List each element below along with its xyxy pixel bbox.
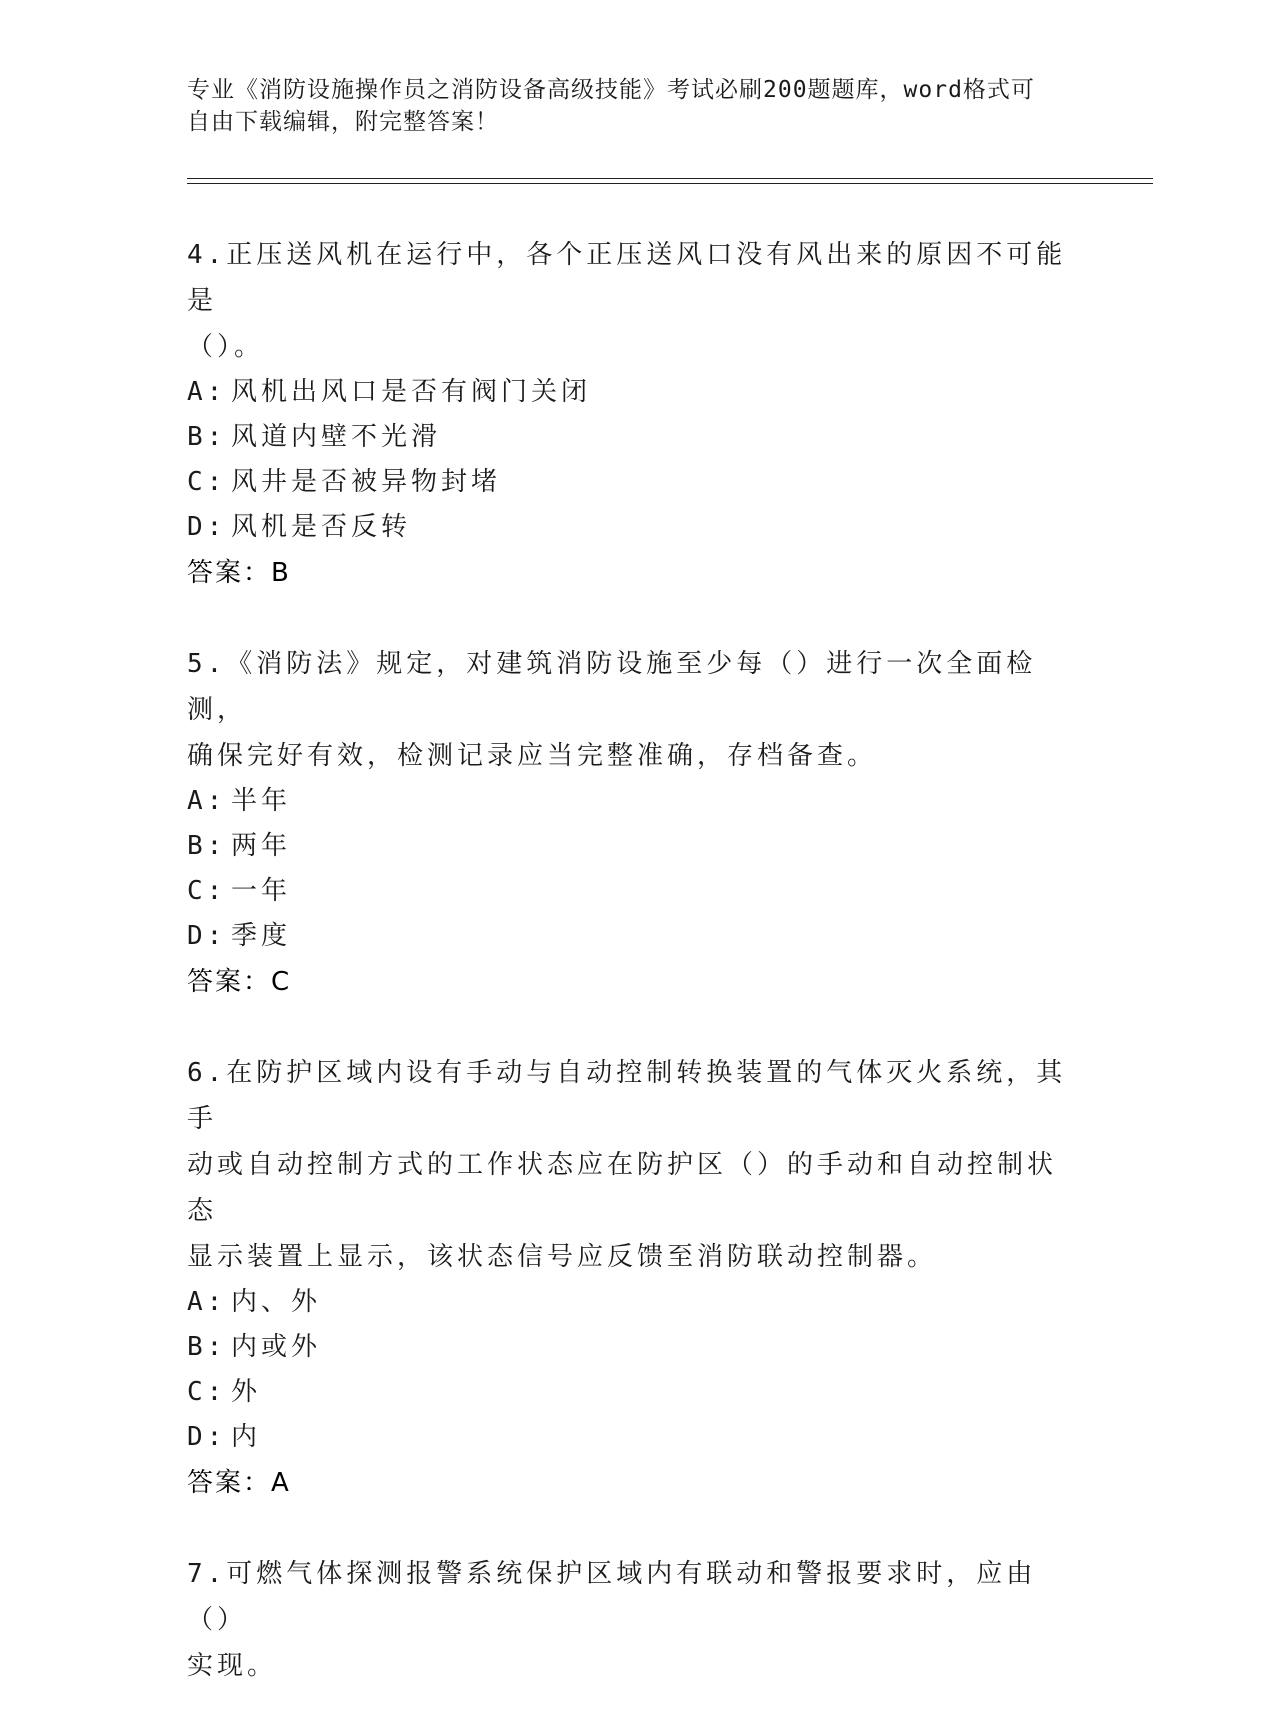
- option-letter: D:: [187, 1422, 227, 1452]
- option-letter: C:: [187, 467, 227, 497]
- header-divider-bottom: [187, 183, 1153, 184]
- question-stem: [187, 641, 1077, 779]
- stem-line: 确保完好有效，检测记录应当完整准确，存档备查。: [187, 741, 878, 771]
- option-text: 外: [231, 1377, 262, 1407]
- header-line-1: 专业《消防设施操作员之消防设备高级技能》考试必刷200题题库，word格式可: [187, 77, 1035, 103]
- answer-line: 答案：C: [187, 967, 292, 997]
- option-text: 季度: [231, 921, 292, 951]
- option-d: [187, 505, 1077, 550]
- option-c: [187, 1370, 1077, 1415]
- option-c: [187, 460, 1077, 505]
- document-header: [187, 74, 1077, 138]
- stem-line: 4.正压送风机在运行中，各个正压送风口没有风出来的原因不可能是: [187, 240, 1067, 316]
- answer-line: 答案：A: [187, 1468, 291, 1498]
- option-letter: B:: [187, 1332, 227, 1362]
- option-text: 内、外: [231, 1287, 322, 1317]
- answer-line: 答案：B: [187, 558, 291, 588]
- option-letter: B:: [187, 831, 227, 861]
- stem-line: 实现。: [187, 1651, 278, 1681]
- question-stem: [187, 1050, 1077, 1280]
- option-text: 内或外: [231, 1332, 322, 1362]
- option-text: 一年: [231, 876, 292, 906]
- question-6: [187, 1050, 1077, 1506]
- option-text: 风机是否反转: [231, 512, 412, 542]
- stem-line: 显示装置上显示，该状态信号应反馈至消防联动控制器。: [187, 1242, 938, 1272]
- option-text: 风井是否被异物封堵: [231, 467, 502, 497]
- option-text: 半年: [231, 786, 292, 816]
- option-letter: C:: [187, 876, 227, 906]
- option-c: [187, 869, 1077, 914]
- option-text: 内: [231, 1422, 262, 1452]
- option-text: 风机出风口是否有阀门关闭: [231, 377, 592, 407]
- option-a: [187, 1280, 1077, 1325]
- option-letter: D:: [187, 512, 227, 542]
- option-a: [187, 779, 1077, 824]
- question-stem: [187, 232, 1077, 370]
- question-4: [187, 232, 1077, 596]
- option-letter: A:: [187, 1287, 227, 1317]
- option-text: 两年: [231, 831, 292, 861]
- option-letter: B:: [187, 422, 227, 452]
- header-divider-top: [187, 178, 1153, 179]
- option-letter: C:: [187, 1377, 227, 1407]
- stem-line: 动或自动控制方式的工作状态应在防护区（）的手动和自动控制状态: [187, 1150, 1058, 1226]
- stem-line: 7.可燃气体探测报警系统保护区域内有联动和警报要求时，应由（）: [187, 1559, 1037, 1635]
- header-line-2: 自由下载编辑，附完整答案！: [187, 109, 499, 135]
- option-a: [187, 370, 1077, 415]
- option-letter: A:: [187, 377, 227, 407]
- question-list: [187, 232, 1077, 1734]
- stem-line: （）。: [187, 332, 265, 362]
- stem-line: 6.在防护区域内设有手动与自动控制转换装置的气体灭火系统，其手: [187, 1058, 1067, 1134]
- option-b: [187, 824, 1077, 869]
- option-d: [187, 1415, 1077, 1460]
- question-stem: [187, 1551, 1077, 1689]
- stem-line: 5.《消防法》规定，对建筑消防设施至少每（）进行一次全面检测，: [187, 649, 1037, 725]
- option-text: 风道内壁不光滑: [231, 422, 442, 452]
- question-5: [187, 641, 1077, 1005]
- option-letter: D:: [187, 921, 227, 951]
- option-b: [187, 1325, 1077, 1370]
- option-d: [187, 914, 1077, 959]
- option-letter: A:: [187, 786, 227, 816]
- option-b: [187, 415, 1077, 460]
- question-7: [187, 1551, 1077, 1689]
